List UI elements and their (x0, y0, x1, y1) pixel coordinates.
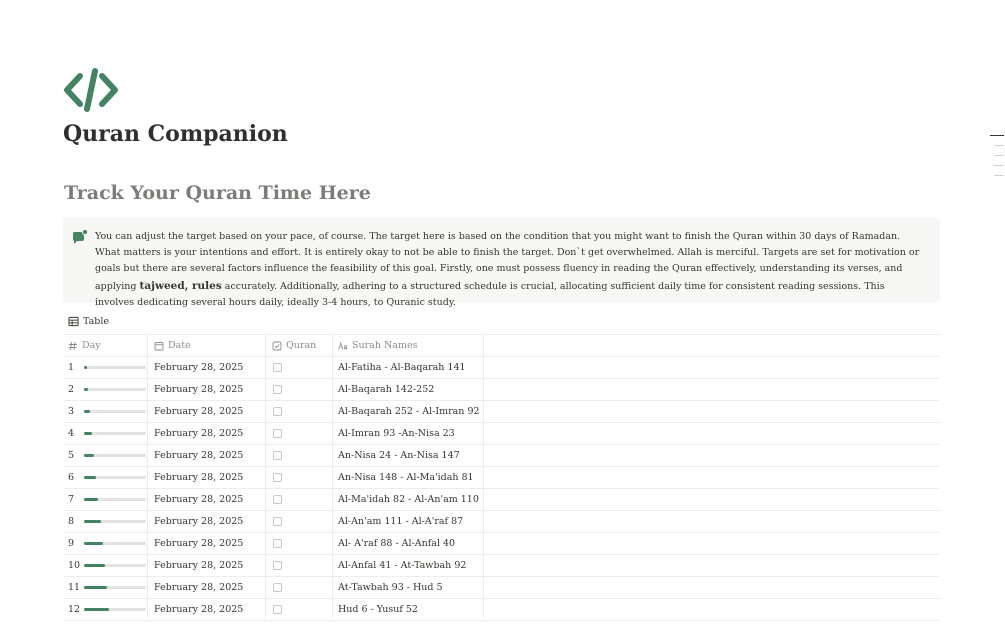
progress-fill (84, 410, 90, 413)
table-row[interactable] (63, 379, 940, 401)
day-number: 6 (68, 472, 75, 483)
empty-cell (484, 379, 940, 400)
day-cell (63, 511, 148, 532)
progress-bar (84, 586, 146, 589)
callout (63, 217, 940, 308)
page-title: Quran Companion (63, 121, 288, 147)
view-tab-label: Table (83, 315, 110, 327)
date-value: February 28, 2025 (154, 362, 244, 373)
surah-value: At-Tawbah 93 - Hud 5 (338, 582, 443, 593)
date-cell[interactable] (148, 599, 266, 620)
date-cell[interactable] (148, 401, 266, 422)
callout-text-end: accurately. Additionally, adhering to a structured schedule is crucial, allocating sufficient daily time for consistent reading sessions. This involves dedicating several hours daily, ideally 3-4 hours, to Quranic study. (95, 280, 885, 308)
progress-bar (84, 520, 146, 523)
surah-value: Hud 6 - Yusuf 52 (338, 604, 418, 615)
date-value: February 28, 2025 (154, 582, 244, 593)
progress-bar (84, 498, 146, 501)
quran-checkbox[interactable] (273, 451, 282, 460)
quran-cell (266, 577, 333, 598)
day-cell (63, 599, 148, 620)
column-header-surah[interactable] (333, 335, 484, 356)
table-row[interactable] (63, 357, 940, 379)
quran-checkbox[interactable] (273, 539, 282, 548)
progress-fill (84, 366, 87, 369)
empty-cell (484, 555, 940, 576)
outline-mark[interactable] (994, 155, 1004, 156)
date-cell[interactable] (148, 357, 266, 378)
quran-cell (266, 445, 333, 466)
day-cell (63, 401, 148, 422)
progress-fill (84, 520, 101, 523)
date-cell[interactable] (148, 555, 266, 576)
empty-cell (484, 401, 940, 422)
quran-checkbox[interactable] (273, 495, 282, 504)
empty-cell (484, 357, 940, 378)
quran-cell (266, 599, 333, 620)
progress-bar (84, 542, 146, 545)
surah-value: Al-Ma'idah 82 - Al-An'am 110 (338, 494, 479, 505)
day-number: 5 (68, 450, 75, 461)
quran-checkbox[interactable] (273, 517, 282, 526)
quran-checkbox[interactable] (273, 385, 282, 394)
table-row[interactable] (63, 401, 940, 423)
date-cell[interactable] (148, 379, 266, 400)
quran-checkbox[interactable] (273, 407, 282, 416)
surah-cell[interactable] (333, 555, 484, 576)
day-cell (63, 577, 148, 598)
progress-bar (84, 476, 146, 479)
quran-checkbox[interactable] (273, 605, 282, 614)
column-header-quran-label: Quran (286, 340, 317, 351)
surah-cell[interactable] (333, 511, 484, 532)
checkbox-icon (272, 341, 282, 351)
day-cell (63, 555, 148, 576)
empty-cell (484, 533, 940, 554)
calendar-icon (154, 341, 164, 351)
surah-cell[interactable] (333, 489, 484, 510)
table-row[interactable] (63, 511, 940, 533)
day-cell (63, 357, 148, 378)
quran-cell (266, 401, 333, 422)
callout-bold-text: tajweed, rules (139, 279, 222, 292)
outline-mark[interactable] (990, 135, 1004, 136)
quran-cell (266, 357, 333, 378)
quran-cell (266, 555, 333, 576)
day-number: 2 (68, 384, 75, 395)
progress-fill (84, 564, 105, 567)
quran-cell (266, 423, 333, 444)
table-row[interactable] (63, 599, 940, 621)
date-value: February 28, 2025 (154, 516, 244, 527)
empty-cell (484, 445, 940, 466)
date-cell[interactable] (148, 467, 266, 488)
progress-fill (84, 608, 109, 611)
empty-cell (484, 423, 940, 444)
quran-cell (266, 379, 333, 400)
quran-cell (266, 533, 333, 554)
database-table (63, 334, 940, 621)
column-header-date[interactable] (148, 335, 266, 356)
day-cell (63, 489, 148, 510)
day-number: 3 (68, 406, 75, 417)
day-number: 1 (68, 362, 75, 373)
empty-cell (484, 599, 940, 620)
day-number: 11 (68, 582, 81, 593)
quran-checkbox[interactable] (273, 363, 282, 372)
day-cell (63, 445, 148, 466)
surah-cell[interactable] (333, 599, 484, 620)
surah-cell[interactable] (333, 445, 484, 466)
table-row[interactable] (63, 445, 940, 467)
outline-mark[interactable] (994, 175, 1004, 176)
number-icon (68, 341, 78, 351)
empty-cell (484, 467, 940, 488)
date-value: February 28, 2025 (154, 428, 244, 439)
day-number: 8 (68, 516, 75, 527)
day-cell (63, 533, 148, 554)
progress-bar (84, 388, 146, 391)
empty-cell (484, 511, 940, 532)
quran-checkbox[interactable] (273, 583, 282, 592)
date-value: February 28, 2025 (154, 384, 244, 395)
day-cell (63, 423, 148, 444)
surah-value: Al-Baqarah 142-252 (338, 384, 435, 395)
day-number: 9 (68, 538, 75, 549)
date-value: February 28, 2025 (154, 450, 244, 461)
progress-bar (84, 366, 146, 369)
date-cell[interactable] (148, 577, 266, 598)
progress-fill (84, 432, 92, 435)
code-icon (63, 68, 119, 112)
callout-text-start: You can adjust the target based on your pace, of course. The target here is based on the condition that you might want to finish the Quran within 30 days of Ramadan. What matters is your intentions and effort. It is entirely okay to not be able to finish the target. Don`t get overwhelmed. Allah is merciful. Targets are set for motivation or goals but there are several factors influence the feasibility of this goal. Firstly, one must possess fluency in reading the Quran effectively, understanding its verses, and applying (95, 231, 920, 292)
outline-mark[interactable] (994, 165, 1004, 166)
table-header-row (63, 334, 940, 357)
quran-checkbox[interactable] (273, 473, 282, 482)
quran-cell (266, 467, 333, 488)
chat-dot-icon (72, 229, 88, 245)
date-value: February 28, 2025 (154, 494, 244, 505)
callout-text (95, 229, 926, 311)
column-header-day[interactable] (63, 335, 148, 356)
date-value: February 28, 2025 (154, 560, 244, 571)
view-tab-table[interactable] (68, 313, 109, 329)
surah-cell[interactable] (333, 533, 484, 554)
date-value: February 28, 2025 (154, 406, 244, 417)
surah-cell[interactable] (333, 401, 484, 422)
surah-value: An-Nisa 24 - An-Nisa 147 (338, 450, 460, 461)
table-row[interactable] (63, 555, 940, 577)
surah-value: An-Nisa 148 - Al-Ma'idah 81 (338, 472, 474, 483)
day-number: 12 (68, 604, 81, 615)
empty-cell (484, 577, 940, 598)
column-header-date-label: Date (168, 340, 191, 351)
outline-scroll-marks[interactable] (989, 135, 1005, 185)
surah-cell[interactable] (333, 467, 484, 488)
day-cell (63, 467, 148, 488)
table-body (63, 357, 940, 621)
quran-cell (266, 489, 333, 510)
outline-mark[interactable] (994, 145, 1004, 146)
progress-bar (84, 608, 146, 611)
table-icon (68, 316, 79, 327)
surah-cell[interactable] (333, 379, 484, 400)
quran-cell (266, 511, 333, 532)
surah-value: Al-Baqarah 252 - Al-Imran 92 (338, 406, 480, 417)
column-header-empty (484, 335, 940, 356)
table-row[interactable] (63, 533, 940, 555)
column-header-day-label: Day (82, 340, 101, 351)
progress-fill (84, 476, 96, 479)
section-heading: Track Your Quran Time Here (64, 182, 371, 204)
progress-fill (84, 498, 98, 501)
date-value: February 28, 2025 (154, 604, 244, 615)
column-header-surah-label: Surah Names (352, 340, 418, 351)
surah-value: Al-Anfal 41 - At-Tawbah 92 (338, 560, 467, 571)
progress-bar (84, 410, 146, 413)
date-value: February 28, 2025 (154, 538, 244, 549)
surah-value: Al- A'raf 88 - Al-Anfal 40 (338, 538, 456, 549)
day-number: 4 (68, 428, 75, 439)
date-cell[interactable] (148, 533, 266, 554)
surah-cell[interactable] (333, 357, 484, 378)
text-property-icon (338, 341, 348, 351)
progress-fill (84, 454, 94, 457)
progress-bar (84, 564, 146, 567)
progress-fill (84, 542, 103, 545)
quran-checkbox[interactable] (273, 429, 282, 438)
table-row[interactable] (63, 489, 940, 511)
surah-value: Al-Imran 93 -An-Nisa 23 (338, 428, 455, 439)
progress-fill (84, 586, 107, 589)
column-header-quran[interactable] (266, 335, 333, 356)
table-row[interactable] (63, 577, 940, 599)
table-row[interactable] (63, 467, 940, 489)
day-number: 7 (68, 494, 75, 505)
progress-bar (84, 432, 146, 435)
surah-cell[interactable] (333, 577, 484, 598)
date-cell[interactable] (148, 423, 266, 444)
date-cell[interactable] (148, 445, 266, 466)
date-cell[interactable] (148, 511, 266, 532)
table-row[interactable] (63, 423, 940, 445)
surah-value: Al-Fatiha - Al-Baqarah 141 (338, 362, 466, 373)
surah-value: Al-An'am 111 - Al-A'raf 87 (338, 516, 464, 527)
progress-fill (84, 388, 88, 391)
date-cell[interactable] (148, 489, 266, 510)
day-number: 10 (68, 560, 81, 571)
progress-bar (84, 454, 146, 457)
empty-cell (484, 489, 940, 510)
surah-cell[interactable] (333, 423, 484, 444)
date-value: February 28, 2025 (154, 472, 244, 483)
day-cell (63, 379, 148, 400)
quran-checkbox[interactable] (273, 561, 282, 570)
